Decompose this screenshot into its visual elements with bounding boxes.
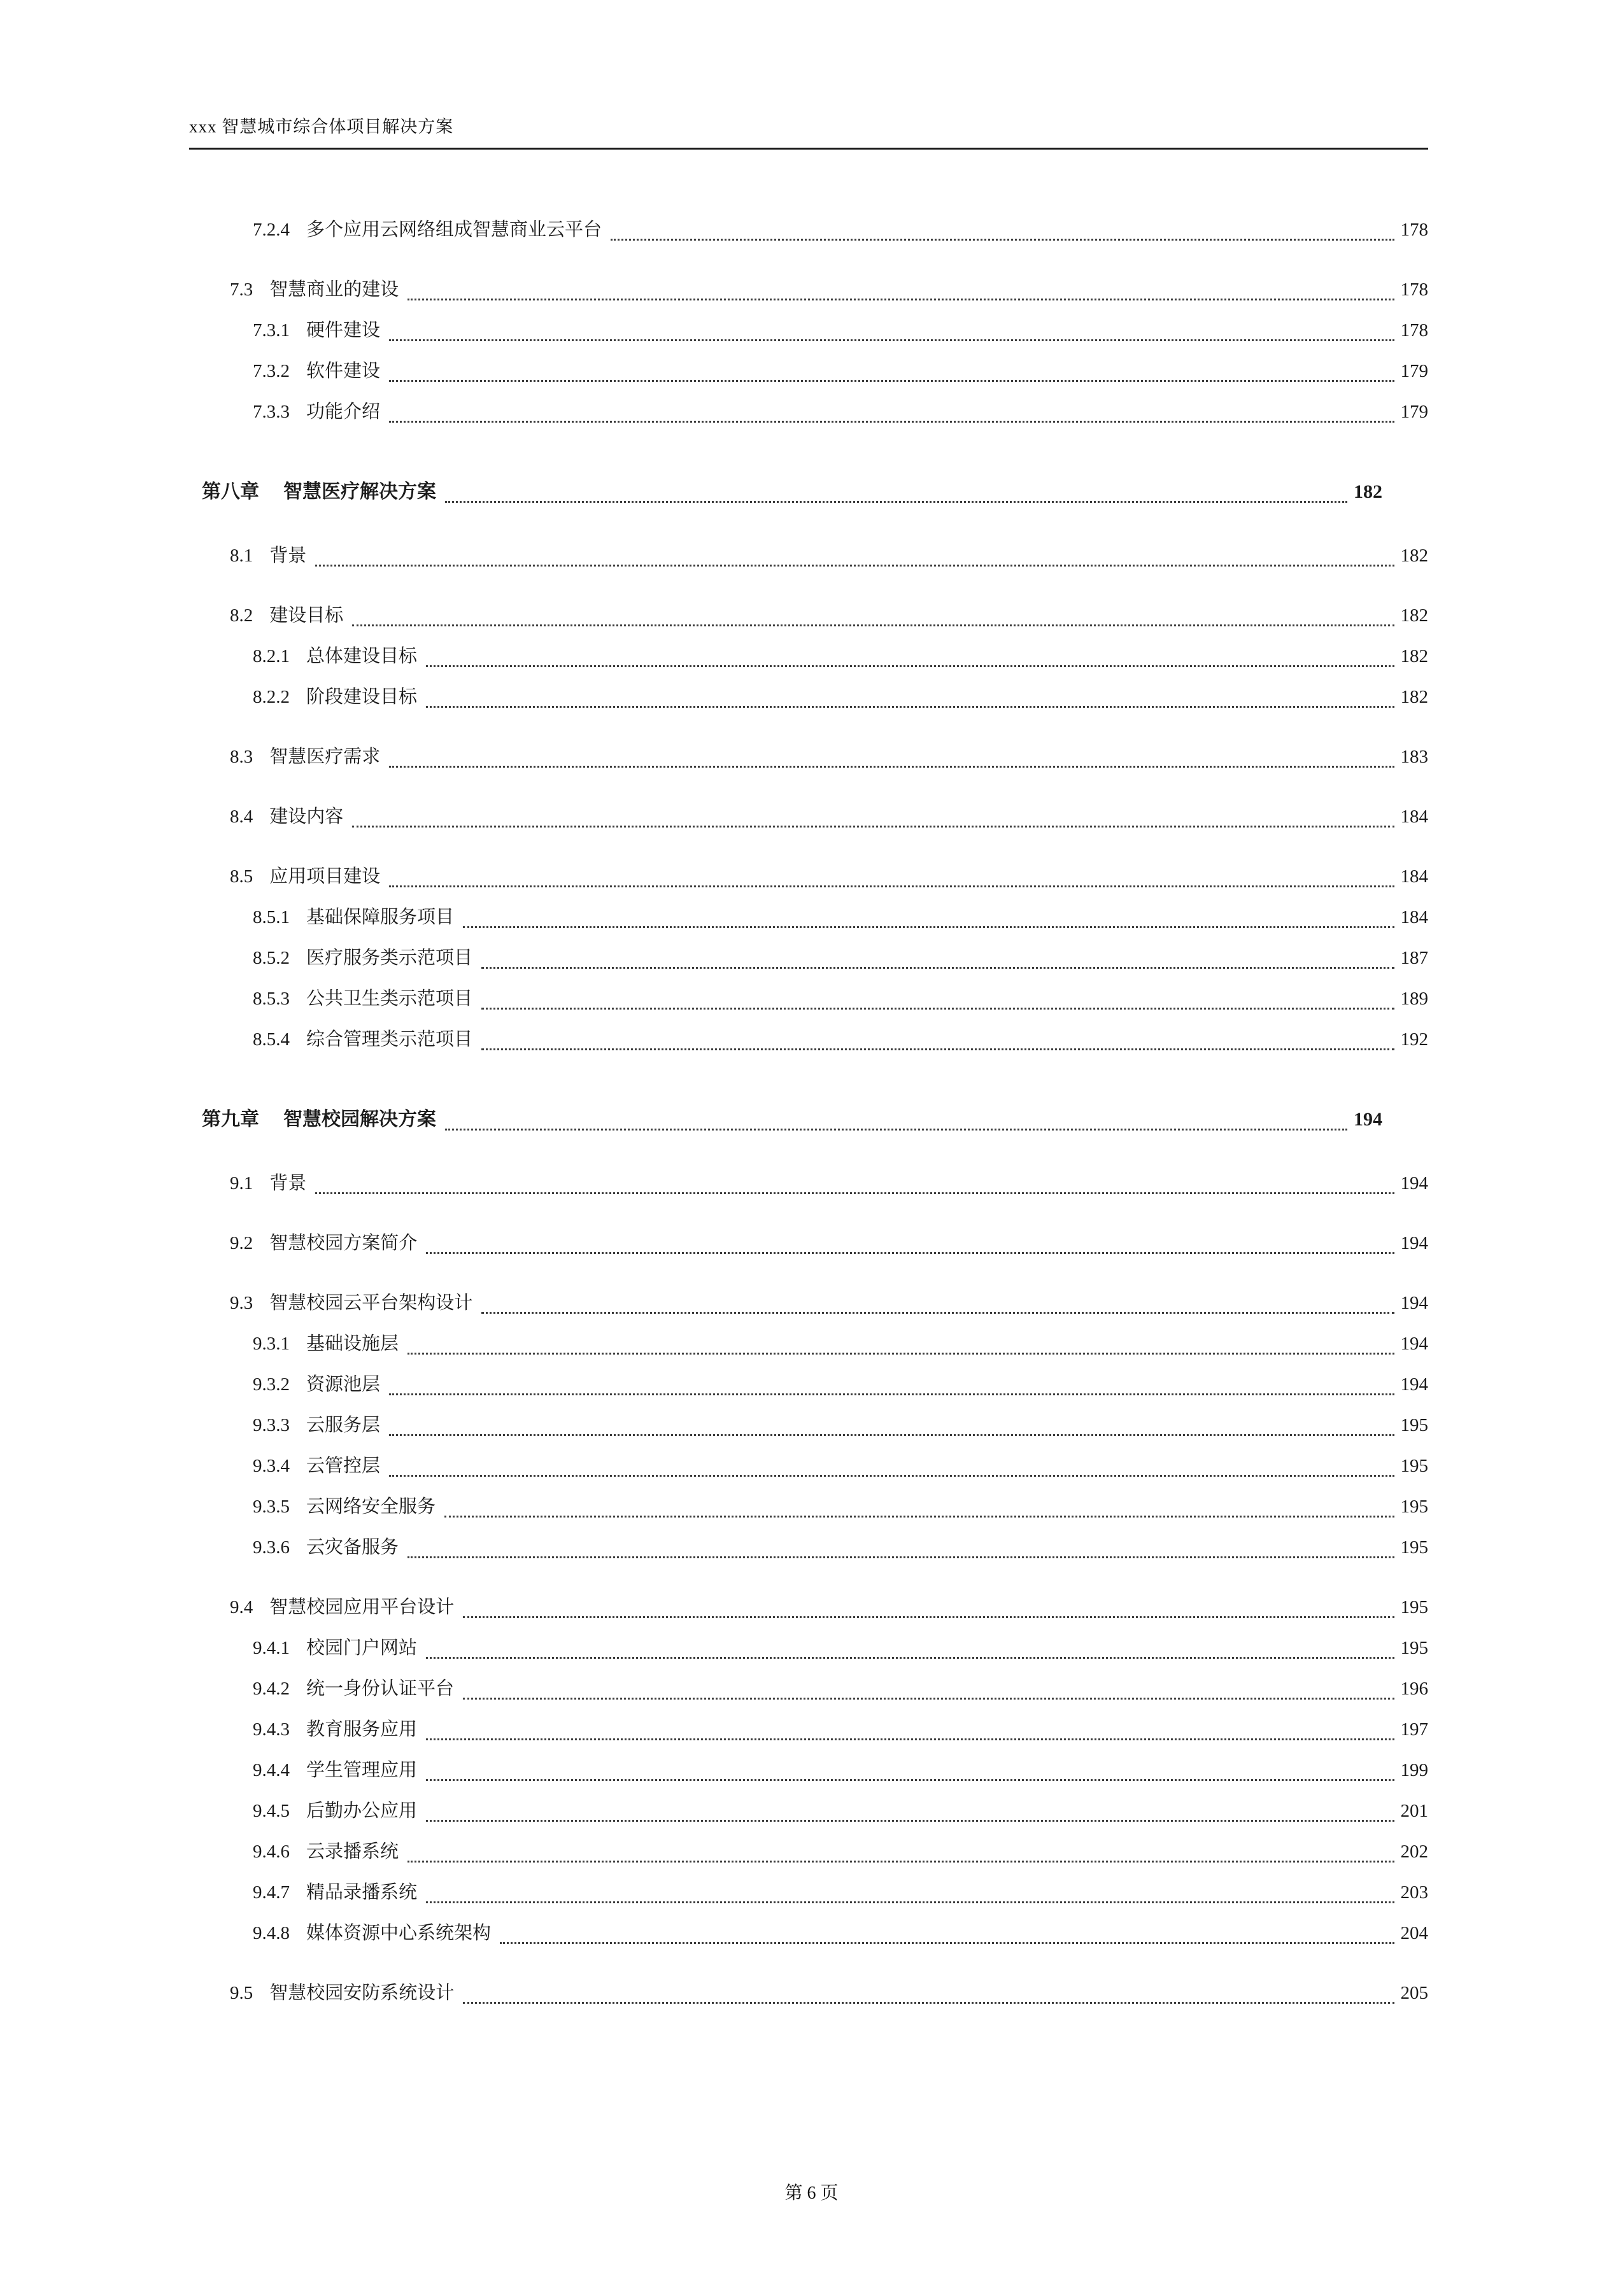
toc-entry-page: 195 xyxy=(1400,1537,1428,1558)
toc-entry-title: 媒体资源中心系统架构 xyxy=(306,1923,492,1943)
toc-entry xyxy=(253,938,1428,978)
toc-entry-title: 云录播系统 xyxy=(306,1842,399,1862)
dot-leader xyxy=(426,1252,1394,1254)
toc-entry xyxy=(253,1872,1428,1913)
dot-leader xyxy=(463,2002,1394,2004)
toc-entry-page: 187 xyxy=(1400,948,1428,968)
toc-entry-title: 基础设施层 xyxy=(306,1334,399,1354)
dot-leader xyxy=(426,1820,1394,1822)
dot-leader xyxy=(426,706,1394,708)
toc-entry-page: 197 xyxy=(1400,1719,1428,1740)
toc-entry-page: 184 xyxy=(1400,806,1428,827)
toc-entry-title: 背景 xyxy=(269,1173,307,1194)
toc-entry xyxy=(230,595,1428,636)
dot-leader xyxy=(389,421,1394,423)
toc-entry-number: 7.2.4 xyxy=(253,220,290,240)
toc-entry xyxy=(230,736,1428,777)
dot-leader xyxy=(389,1393,1394,1395)
toc-entry-number: 8.5.3 xyxy=(253,989,290,1009)
toc-entry-number: 9.4.4 xyxy=(253,1760,290,1780)
toc-entry xyxy=(253,209,1428,250)
toc-entry-number: 9.5 xyxy=(230,1983,253,2003)
toc-entry-number: 8.4 xyxy=(230,806,253,827)
toc-entry-page: 194 xyxy=(1400,1293,1428,1313)
toc-entry xyxy=(253,351,1428,391)
toc-entry-title: 建设目标 xyxy=(269,605,344,626)
toc-entry xyxy=(253,1668,1428,1709)
toc-entry-number: 8.5.4 xyxy=(253,1029,290,1050)
toc-entry-title: 总体建设目标 xyxy=(306,646,418,666)
toc-entry-page: 179 xyxy=(1400,402,1428,422)
toc-entry-number: 8.5.2 xyxy=(253,948,290,968)
toc-entry xyxy=(253,1486,1428,1527)
dot-leader xyxy=(389,1475,1394,1477)
dot-leader xyxy=(481,1008,1394,1010)
toc-entry-page: 182 xyxy=(1400,687,1428,707)
dot-leader xyxy=(445,501,1347,503)
toc-entry xyxy=(230,1587,1428,1628)
toc-entry-number: 8.2.2 xyxy=(253,687,290,707)
dot-leader xyxy=(389,885,1394,887)
toc-entry-number: 7.3.3 xyxy=(253,402,290,422)
dot-leader xyxy=(315,1192,1394,1194)
toc-entry-number: 7.3.1 xyxy=(253,320,290,341)
toc-entry-title: 校园门户网站 xyxy=(306,1638,418,1658)
dot-leader xyxy=(463,926,1394,928)
page-footer xyxy=(0,2182,1623,2205)
toc-entry-page: 202 xyxy=(1400,1842,1428,1862)
dot-leader xyxy=(426,665,1394,667)
toc-entry xyxy=(253,636,1428,677)
dot-leader xyxy=(352,826,1394,828)
dot-leader xyxy=(426,1738,1394,1740)
toc-entry-title: 云网络安全服务 xyxy=(306,1497,436,1517)
toc-list xyxy=(189,150,1428,2013)
toc-entry xyxy=(230,1283,1428,1323)
toc-entry xyxy=(253,1628,1428,1668)
toc-entry-number: 8.1 xyxy=(230,546,253,566)
dot-leader xyxy=(408,299,1394,300)
toc-entry xyxy=(230,269,1428,310)
toc-entry-number: 8.5.1 xyxy=(253,907,290,927)
toc-entry-title: 智慧校园应用平台设计 xyxy=(269,1597,455,1617)
toc-entry xyxy=(253,978,1428,1019)
toc-entry-page: 184 xyxy=(1400,866,1428,887)
toc-entry-page: 194 xyxy=(1400,1233,1428,1253)
toc-entry xyxy=(253,391,1428,432)
toc-entry-number: 9.4.8 xyxy=(253,1923,290,1943)
toc-entry-page: 182 xyxy=(1400,546,1428,566)
toc-entry xyxy=(253,677,1428,717)
dot-leader xyxy=(408,1556,1394,1558)
dot-leader xyxy=(315,565,1394,567)
toc-entry-page: 205 xyxy=(1400,1983,1428,2003)
toc-entry-page: 178 xyxy=(1400,279,1428,300)
dot-leader xyxy=(481,1048,1394,1050)
toc-entry-number: 9.1 xyxy=(230,1173,253,1194)
toc-entry-title: 背景 xyxy=(269,546,307,566)
toc-entry-title: 软件建设 xyxy=(306,361,381,381)
toc-entry xyxy=(253,897,1428,938)
dot-leader xyxy=(463,1616,1394,1618)
toc-entry-page: 192 xyxy=(1400,1029,1428,1050)
toc-entry-page: 179 xyxy=(1400,361,1428,381)
toc-entry-number: 9.3.6 xyxy=(253,1537,290,1558)
toc-entry-page: 182 xyxy=(1354,481,1382,502)
toc-entry-title: 智慧校园云平台架构设计 xyxy=(269,1293,473,1313)
toc-entry xyxy=(253,1364,1428,1405)
toc-entry-page: 182 xyxy=(1400,605,1428,626)
toc-entry-title: 建设内容 xyxy=(269,806,344,827)
toc-entry-page: 194 xyxy=(1400,1374,1428,1395)
toc-entry-number: 9.3.5 xyxy=(253,1497,290,1517)
toc-entry-number: 9.3.4 xyxy=(253,1456,290,1476)
toc-entry-number: 9.4.7 xyxy=(253,1882,290,1903)
toc-entry-title: 多个应用云网络组成智慧商业云平台 xyxy=(306,220,602,240)
toc-entry-number: 8.3 xyxy=(230,747,253,767)
toc-entry-page: 184 xyxy=(1400,907,1428,927)
toc-entry xyxy=(253,1527,1428,1568)
toc-entry-page: 201 xyxy=(1400,1801,1428,1821)
dot-leader xyxy=(389,766,1394,768)
toc-entry-title: 公共卫生类示范项目 xyxy=(306,989,473,1009)
dot-leader xyxy=(611,239,1394,241)
toc-entry-number: 第九章 xyxy=(202,1109,259,1130)
toc-entry-title: 智慧校园解决方案 xyxy=(283,1109,436,1130)
toc-entry-page: 183 xyxy=(1400,747,1428,767)
toc-entry-title: 统一身份认证平台 xyxy=(306,1679,455,1699)
toc-entry-title: 智慧校园安防系统设计 xyxy=(269,1983,455,2003)
toc-entry-title: 智慧校园方案简介 xyxy=(269,1233,418,1253)
toc-entry xyxy=(230,1973,1428,2013)
toc-entry xyxy=(230,535,1428,576)
dot-leader xyxy=(408,1353,1394,1355)
dot-leader xyxy=(426,1901,1394,1903)
toc-entry-title: 应用项目建设 xyxy=(269,866,381,887)
dot-leader xyxy=(445,1129,1347,1130)
dot-leader xyxy=(389,380,1394,382)
toc-entry-page: 194 xyxy=(1400,1334,1428,1354)
dot-leader xyxy=(408,1861,1394,1863)
dot-leader xyxy=(426,1657,1394,1659)
toc-entry-page: 203 xyxy=(1400,1882,1428,1903)
document-title: xxx 智慧城市综合体项目解决方案 xyxy=(189,117,454,136)
toc-entry-number: 7.3 xyxy=(230,279,253,300)
toc-entry xyxy=(202,1099,1382,1140)
toc-entry-page: 204 xyxy=(1400,1923,1428,1943)
toc-entry-number: 9.4.2 xyxy=(253,1679,290,1699)
toc-entry-title: 教育服务应用 xyxy=(306,1719,418,1740)
toc-entry-page: 195 xyxy=(1400,1638,1428,1658)
dot-leader xyxy=(444,1516,1394,1518)
toc-entry-title: 资源池层 xyxy=(306,1374,381,1395)
toc-entry-number: 8.2.1 xyxy=(253,646,290,666)
toc-entry xyxy=(253,310,1428,351)
dot-leader xyxy=(500,1942,1394,1944)
toc-entry-number: 9.2 xyxy=(230,1233,253,1253)
toc-entry-title: 智慧医疗需求 xyxy=(269,747,381,767)
toc-entry xyxy=(253,1750,1428,1791)
toc-entry-page: 178 xyxy=(1400,320,1428,341)
toc-entry-title: 硬件建设 xyxy=(306,320,381,341)
page-header xyxy=(189,0,1428,150)
toc-entry-number: 9.3.2 xyxy=(253,1374,290,1395)
dot-leader xyxy=(463,1698,1394,1700)
toc-entry-number: 9.3.1 xyxy=(253,1334,290,1354)
toc-entry-number: 7.3.2 xyxy=(253,361,290,381)
toc-entry xyxy=(253,1831,1428,1872)
toc-entry xyxy=(253,1709,1428,1750)
toc-entry-page: 195 xyxy=(1400,1497,1428,1517)
toc-entry-title: 精品录播系统 xyxy=(306,1882,418,1903)
toc-entry-page: 195 xyxy=(1400,1415,1428,1435)
toc-entry-title: 云管控层 xyxy=(306,1456,381,1476)
toc-entry-title: 基础保障服务项目 xyxy=(306,907,455,927)
toc-entry-page: 182 xyxy=(1400,646,1428,666)
dot-leader xyxy=(426,1779,1394,1781)
toc-entry xyxy=(253,1323,1428,1364)
toc-entry xyxy=(253,1446,1428,1486)
toc-entry-page: 196 xyxy=(1400,1679,1428,1699)
toc-entry-title: 功能介绍 xyxy=(306,402,381,422)
dot-leader xyxy=(481,967,1394,969)
toc-entry-number: 9.3 xyxy=(230,1293,253,1313)
toc-entry xyxy=(230,1223,1428,1264)
toc-entry-page: 199 xyxy=(1400,1760,1428,1780)
toc-entry-page: 194 xyxy=(1400,1173,1428,1194)
toc-entry xyxy=(253,1791,1428,1831)
toc-entry xyxy=(230,1163,1428,1204)
toc-entry xyxy=(202,472,1382,512)
toc-entry-number: 8.2 xyxy=(230,605,253,626)
toc-entry-title: 医疗服务类示范项目 xyxy=(306,948,473,968)
toc-entry xyxy=(253,1405,1428,1446)
dot-leader xyxy=(352,624,1394,626)
toc-entry-title: 学生管理应用 xyxy=(306,1760,418,1780)
toc-entry xyxy=(230,796,1428,837)
toc-entry xyxy=(230,856,1428,897)
toc-entry-number: 9.4.1 xyxy=(253,1638,290,1658)
dot-leader xyxy=(481,1312,1394,1314)
toc-entry-title: 云灾备服务 xyxy=(306,1537,399,1558)
toc-entry-title: 云服务层 xyxy=(306,1415,381,1435)
toc-entry-page: 195 xyxy=(1400,1597,1428,1617)
toc-entry-number: 9.3.3 xyxy=(253,1415,290,1435)
toc-entry-number: 9.4.6 xyxy=(253,1842,290,1862)
dot-leader xyxy=(389,1434,1394,1436)
toc-entry-title: 后勤办公应用 xyxy=(306,1801,418,1821)
toc-entry-number: 9.4.3 xyxy=(253,1719,290,1740)
toc-entry-number: 8.5 xyxy=(230,866,253,887)
page-number-label: 第 6 页 xyxy=(784,2183,839,2203)
toc-entry xyxy=(253,1019,1428,1060)
toc-entry-page: 189 xyxy=(1400,989,1428,1009)
dot-leader xyxy=(389,339,1394,341)
toc-entry-title: 智慧商业的建设 xyxy=(269,279,399,300)
toc-entry-page: 195 xyxy=(1400,1456,1428,1476)
toc-entry-page: 178 xyxy=(1400,220,1428,240)
toc-entry-number: 9.4 xyxy=(230,1597,253,1617)
toc-entry-page: 194 xyxy=(1354,1109,1382,1130)
toc-entry-title: 智慧医疗解决方案 xyxy=(283,481,436,502)
toc-entry xyxy=(253,1913,1428,1954)
toc-entry-number: 第八章 xyxy=(202,481,259,502)
toc-entry-title: 阶段建设目标 xyxy=(306,687,418,707)
toc-entry-number: 9.4.5 xyxy=(253,1801,290,1821)
toc-entry-title: 综合管理类示范项目 xyxy=(306,1029,473,1050)
